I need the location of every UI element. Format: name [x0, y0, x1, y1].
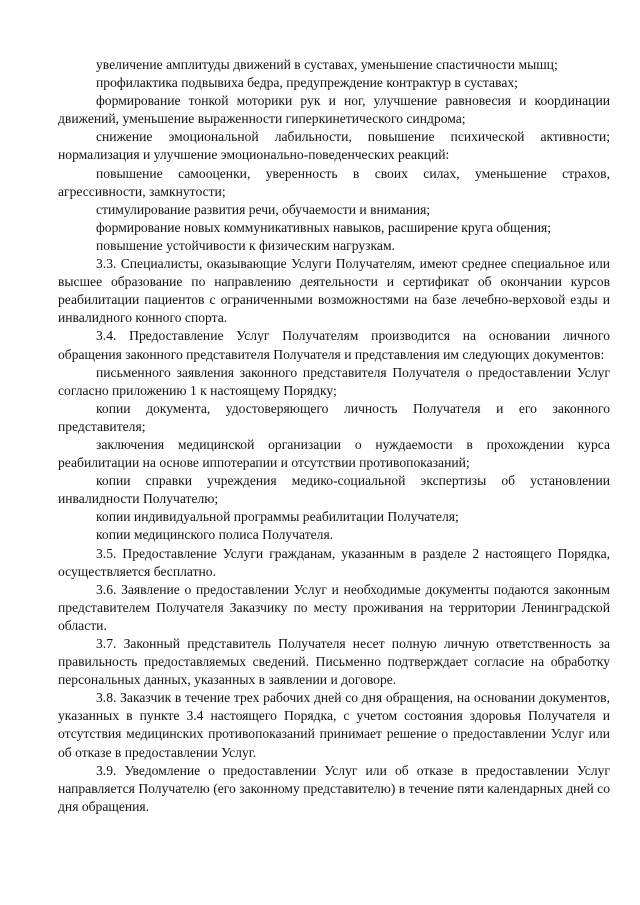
paragraph-3-4: 3.4. Предоставление Услуг Получателям производится на основании личного обращения законного представителя Получателя и представления им следующих документов:	[58, 328, 610, 362]
paragraph-3-4-item-6: копии медицинского полиса Получателя.	[96, 527, 334, 543]
paragraph-3-3: 3.3. Специалисты, оказывающие Услуги Получателям, имеют среднее специальное или высшее образование по направлению деятельности и сертификат об окончании курсов реабилитации пациентов с ограниченными возможностями на базе лечебно-верховой езды и инвалидного конного спорта.	[58, 256, 610, 326]
paragraph-3-4-item-2: копии документа, удостоверяющего личность Получателя и его законного представителя;	[58, 400, 610, 434]
paragraph-1: увеличение амплитуды движений в суставах, уменьшение спастичности мышц;	[96, 57, 558, 72]
paragraph-3-4-item-1: письменного заявления законного представителя Получателя о предоставлении Услуг согласно приложению 1 к настоящему Порядку;	[58, 364, 610, 398]
paragraph-3-4-item-3: заключения медицинской организации о нуждаемости в прохождении курса реабилитации на основе иппотерапии и отсутствии противопоказаний;	[58, 436, 610, 471]
paragraph-3-7: 3.7. Законный представитель Получателя несет полную личную ответственность за правильность предоставляемых сведений. Письменно подтверждает согласие на обработку персональных данных, указанных в заявлении и договоре.	[58, 636, 610, 688]
paragraph-3-9: 3.9. Уведомление о предоставлении Услуг или об отказе в предоставлении Услуг направляется Получателю (его законному представителю) в течение пяти календарных дней со дня обращения.	[58, 762, 610, 814]
paragraph-8: повышение устойчивости к физическим нагрузкам.	[96, 237, 395, 253]
document-page	[58, 56, 610, 816]
paragraph-7: формирование новых коммуникативных навыков, расширение круга общения;	[96, 219, 552, 235]
paragraph-3-4-item-5: копии индивидуальной программы реабилитации Получателя;	[96, 509, 459, 525]
paragraph-2: профилактика подвывиха бедра, предупреждение контрактур в суставах;	[96, 75, 518, 91]
paragraph-6: стимулирование развития речи, обучаемости и внимания;	[96, 201, 431, 217]
paragraph-3-8: 3.8. Заказчик в течение трех рабочих дней со дня обращения, на основании документов, указанных в пункте 3.4 настоящего Порядка, с учетом состояния здоровья Получателя и отсутствия медицинских противопоказаний принимает решение о предоставлении Услуг или об отказе в предоставлении Услуг.	[58, 690, 610, 760]
paragraph-3-4-item-4: копии справки учреждения медико-социальной экспертизы об установлении инвалидности Получателю;	[58, 473, 610, 507]
paragraph-4: снижение эмоциональной лабильности, повышение психической активности; нормализация и улучшение эмоционально-поведенческих реакций:	[58, 129, 610, 163]
paragraph-5: повышение самооценки, уверенность в своих силах, уменьшение страхов, агрессивности, замкнутости;	[58, 165, 610, 199]
paragraph-3: формирование тонкой моторики рук и ног, улучшение равновесия и координации движений, уменьшение выраженности гиперкинетического синдрома;	[58, 93, 610, 127]
paragraph-3-5: 3.5. Предоставление Услуги гражданам, указанным в разделе 2 настоящего Порядка, осуществляется бесплатно.	[58, 545, 610, 579]
paragraph-3-6: 3.6. Заявление о предоставлении Услуг и необходимые документы подаются законным представителем Получателя Заказчику по месту проживания на территории Ленинградской области.	[58, 581, 610, 633]
